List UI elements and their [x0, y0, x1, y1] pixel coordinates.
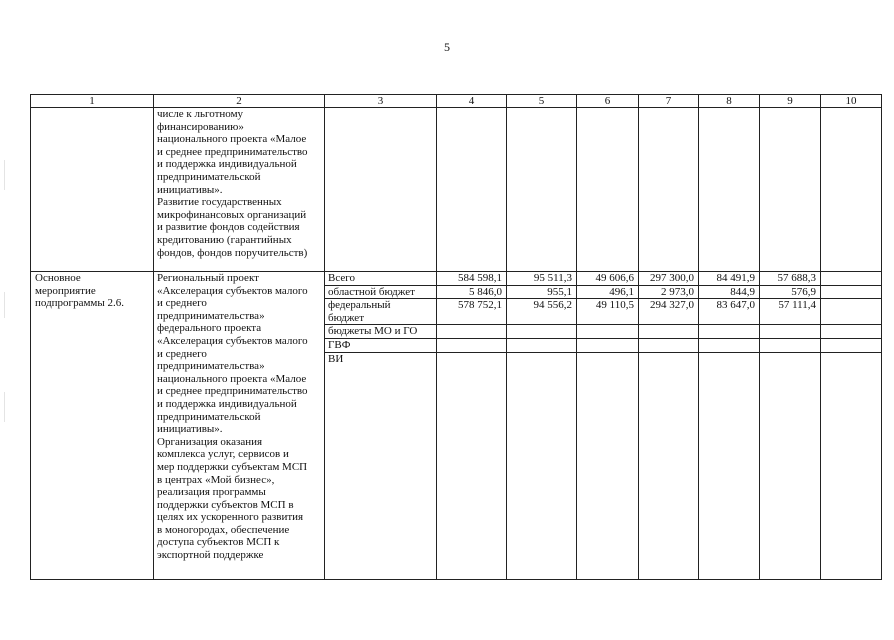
header-cell: 6 [577, 95, 639, 108]
empty-cell [821, 108, 882, 272]
text-line: и среднего [157, 297, 207, 310]
header-cell: 2 [154, 95, 325, 108]
text-line: Организация оказания [157, 435, 263, 448]
value-cell: 5 846,0 [437, 285, 507, 299]
empty-cell [760, 108, 821, 272]
text-line: Региональный проект [157, 272, 259, 284]
text-line: предпринимательства» [157, 360, 265, 373]
text-line: национального проекта «Малое [157, 133, 307, 146]
header-cell: 8 [699, 95, 760, 108]
text-line: инициативы». [157, 183, 223, 196]
value-cell [639, 338, 699, 352]
text-line: экспортной поддержке [157, 549, 264, 562]
value-cell: 297 300,0 [639, 272, 699, 286]
header-cell: 4 [437, 95, 507, 108]
value-cell: 576,9 [760, 285, 821, 299]
value-cell [639, 352, 699, 579]
funding-source [325, 299, 437, 325]
text-line: комплекса услуг, сервисов и [157, 448, 289, 461]
header-cell: 10 [821, 95, 882, 108]
text-line: и среднее предпринимательство [157, 385, 308, 398]
value-cell: 49 606,6 [577, 272, 639, 286]
text-line: инициативы». [157, 423, 223, 436]
continuation-row [31, 108, 882, 272]
text-line: и поддержка индивидуальной [157, 158, 297, 171]
continuation-col1 [31, 108, 154, 272]
budget-table [30, 94, 882, 580]
text-line: федеральный [328, 299, 391, 312]
text-line: федерального проекта [157, 322, 262, 335]
text-line: подпрограммы 2.6. [35, 297, 125, 310]
text-line: поддержки субъектов МСП в [157, 498, 294, 511]
funding-source: Всего [325, 272, 437, 286]
value-cell [577, 338, 639, 352]
text-line: финансированию» [157, 120, 244, 133]
text-line: целях их ускоренного развития [157, 511, 304, 524]
value-cell [699, 338, 760, 352]
value-cell: 95 511,3 [507, 272, 577, 286]
text-line: бюджет [328, 311, 364, 324]
scan-mark [4, 392, 5, 422]
value-cell: 49 110,5 [577, 299, 639, 325]
empty-cell [325, 108, 437, 272]
scan-mark [4, 160, 5, 190]
empty-cell [437, 108, 507, 272]
value-cell [507, 325, 577, 339]
value-cell [577, 325, 639, 339]
text-line: предпринимательской [157, 410, 261, 423]
text-line: мероприятие [35, 284, 96, 297]
value-cell [821, 352, 882, 579]
value-cell [760, 325, 821, 339]
empty-cell [699, 108, 760, 272]
value-cell: 955,1 [507, 285, 577, 299]
value-cell [639, 325, 699, 339]
text-line: «Акселерация субъектов малого [157, 284, 308, 297]
empty-cell [639, 108, 699, 272]
value-cell [437, 352, 507, 579]
text-line: Развитие государственных [157, 196, 282, 209]
value-cell [821, 338, 882, 352]
text-line: в центрах «Мой бизнес», [157, 473, 275, 486]
value-cell [760, 352, 821, 579]
text-line: и поддержка индивидуальной [157, 397, 297, 410]
empty-cell [577, 108, 639, 272]
value-cell: 57 688,3 [760, 272, 821, 286]
text-line: предпринимательской [157, 170, 261, 183]
text-line: реализация программы [157, 486, 266, 499]
funding-source: областной бюджет [325, 285, 437, 299]
text-line: кредитованию (гарантийных [157, 233, 292, 246]
text-line: микрофинансовых организаций [157, 208, 307, 221]
value-cell [577, 352, 639, 579]
value-cell: 94 556,2 [507, 299, 577, 325]
value-cell: 496,1 [577, 285, 639, 299]
funding-row [31, 272, 882, 286]
text-line: национального проекта «Малое [157, 372, 307, 385]
funding-source: бюджеты МО и ГО [325, 325, 437, 339]
event-title [31, 272, 154, 580]
page-number: 5 [444, 40, 450, 54]
header-cell: 3 [325, 95, 437, 108]
value-cell: 584 598,1 [437, 272, 507, 286]
value-cell [507, 338, 577, 352]
text-line: мер поддержки субъектам МСП [157, 460, 308, 473]
continuation-description [154, 108, 325, 272]
value-cell [760, 338, 821, 352]
value-cell [437, 325, 507, 339]
scan-mark [4, 292, 5, 318]
empty-cell [507, 108, 577, 272]
value-cell: 83 647,0 [699, 299, 760, 325]
text-line: «Акселерация субъектов малого [157, 334, 308, 347]
text-line: числе к льготному [157, 108, 244, 120]
text-line: фондов, фондов поручительств) [157, 246, 308, 259]
value-cell: 294 327,0 [639, 299, 699, 325]
text-line: и среднее предпринимательство [157, 145, 308, 158]
value-cell [821, 285, 882, 299]
value-cell [507, 352, 577, 579]
value-cell: 57 111,4 [760, 299, 821, 325]
value-cell: 2 973,0 [639, 285, 699, 299]
text-line: предпринимательства» [157, 309, 265, 322]
header-row [31, 95, 882, 108]
value-cell: 844,9 [699, 285, 760, 299]
value-cell [821, 299, 882, 325]
header-cell: 1 [31, 95, 154, 108]
value-cell [437, 338, 507, 352]
value-cell [821, 325, 882, 339]
header-cell: 7 [639, 95, 699, 108]
value-cell [699, 325, 760, 339]
header-cell: 9 [760, 95, 821, 108]
text-line: и развитие фондов содействия [157, 221, 300, 234]
text-line: и среднего [157, 347, 207, 360]
header-cell: 5 [507, 95, 577, 108]
text-line: Основное [35, 272, 81, 284]
value-cell: 578 752,1 [437, 299, 507, 325]
value-cell: 84 491,9 [699, 272, 760, 286]
value-cell [699, 352, 760, 579]
funding-source: ГВФ [325, 338, 437, 352]
event-description [154, 272, 325, 580]
funding-source: ВИ [325, 352, 437, 579]
value-cell [821, 272, 882, 286]
text-line: в моногородах, обеспечение [157, 523, 290, 536]
text-line: доступа субъектов МСП к [157, 536, 280, 549]
